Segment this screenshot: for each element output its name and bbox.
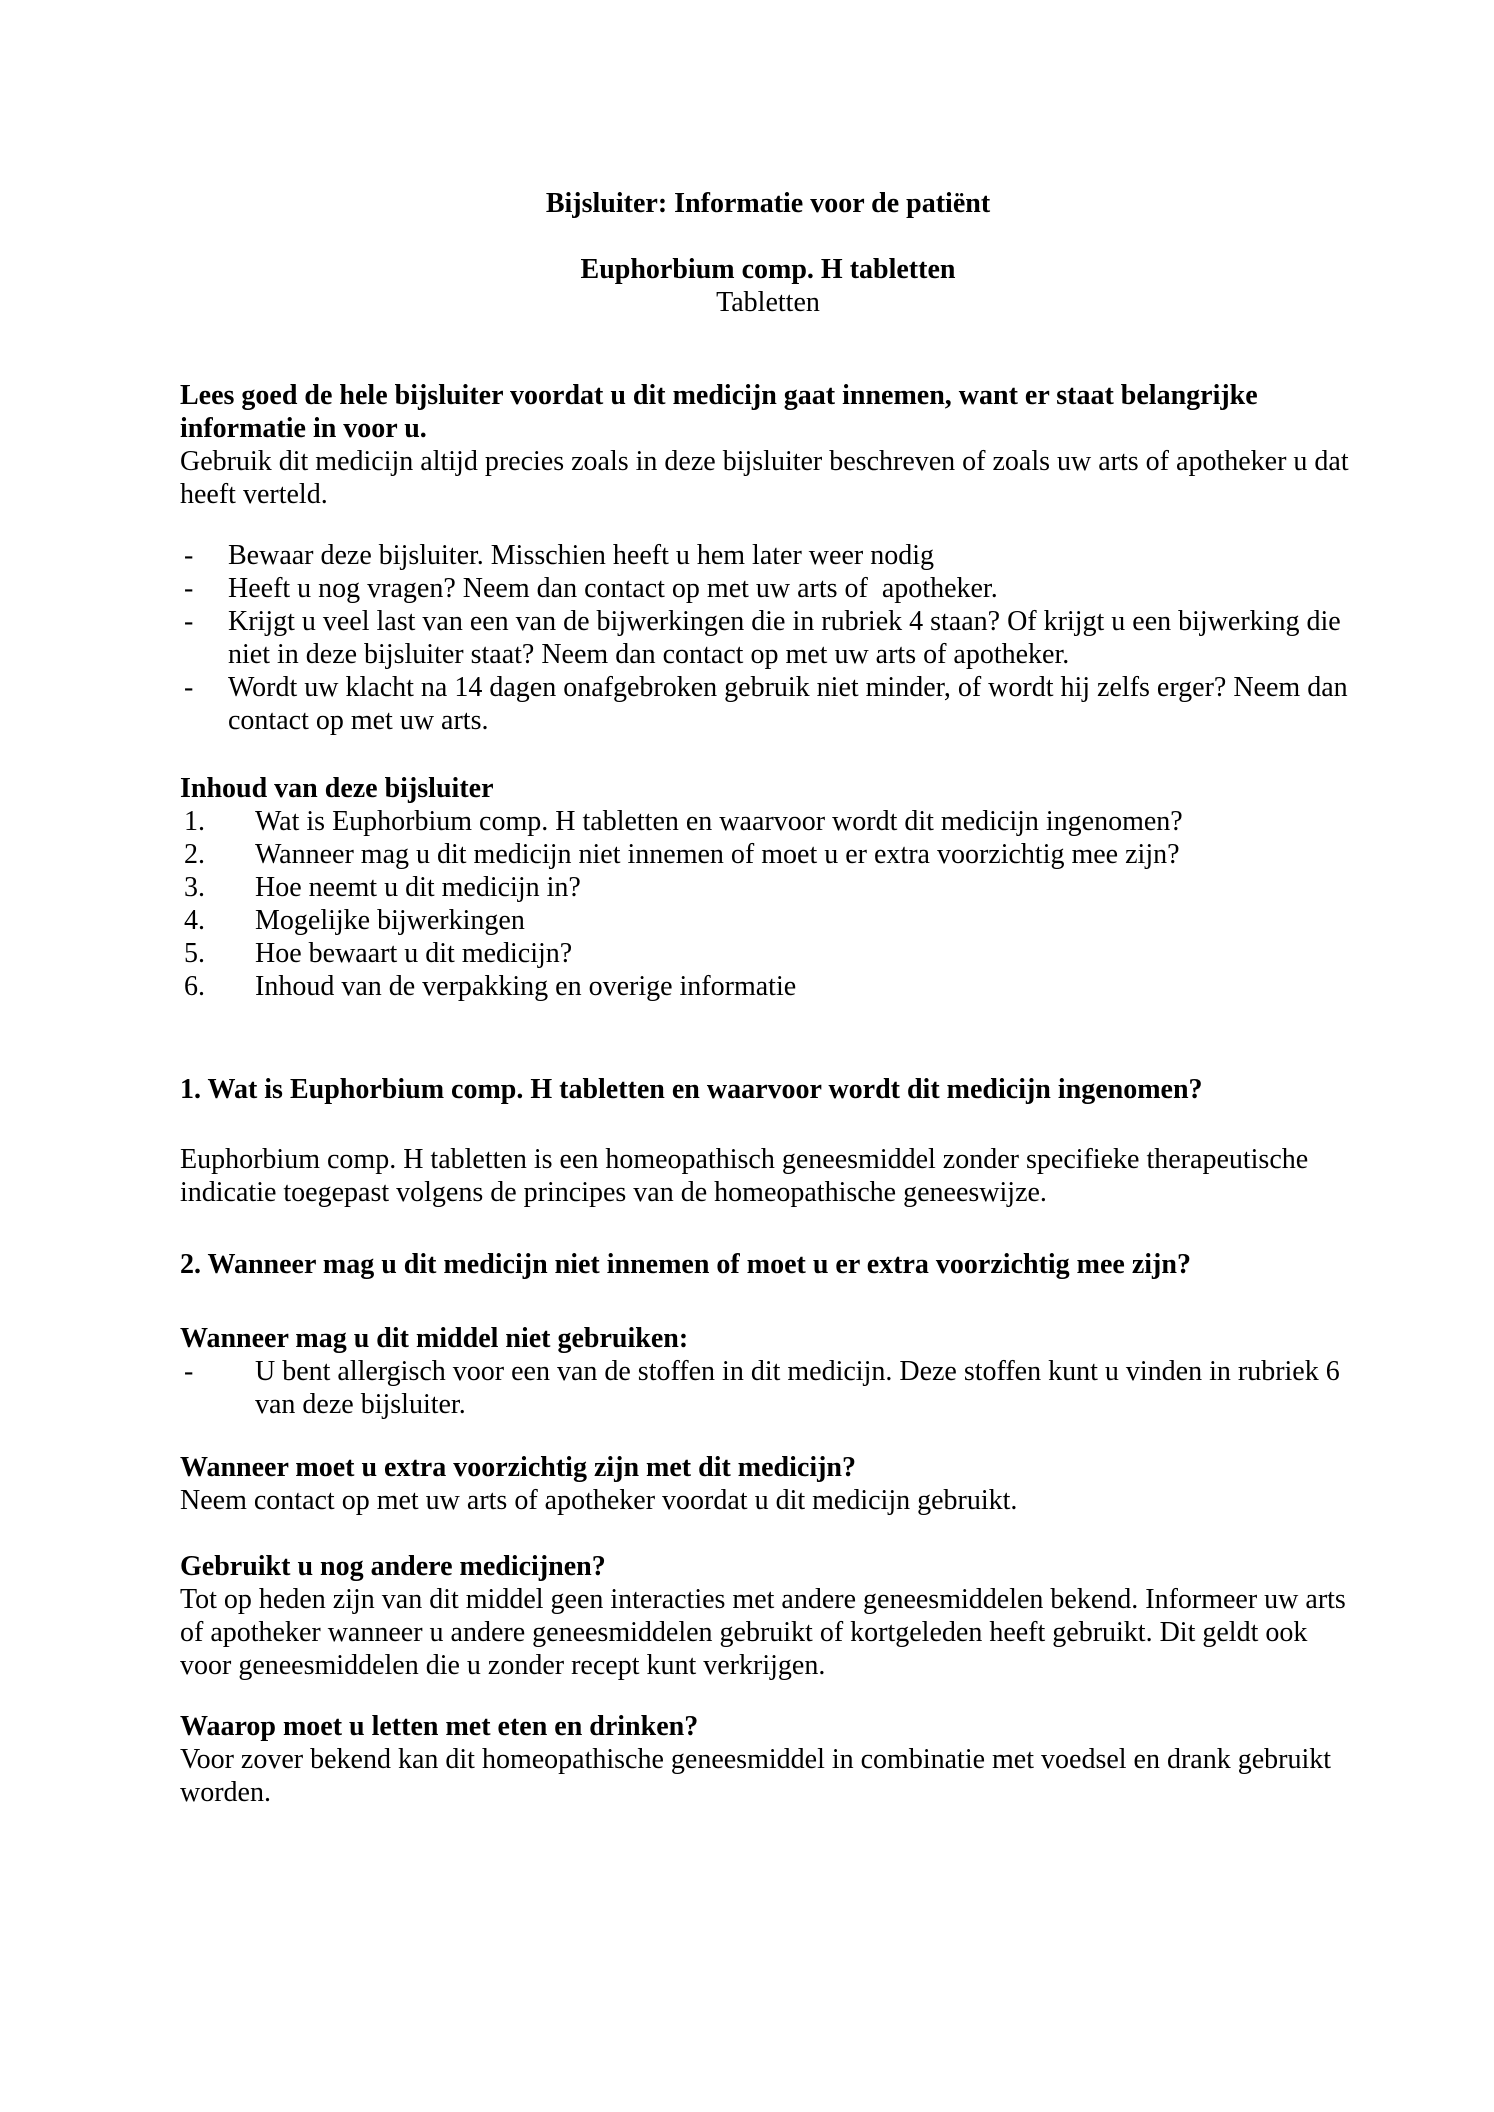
usage-instruction: Gebruik dit medicijn altijd precies zoals in deze bijsluiter beschreven of zoals uw arts of apotheker u dat heeft verteld.: [180, 446, 1356, 510]
toc-item-number: 4.: [184, 905, 205, 936]
toc-item-number: 3.: [184, 872, 205, 903]
section-1-heading: 1. Wat is Euphorbium comp. H tabletten en waarvoor wordt dit medicijn ingenomen?: [180, 1074, 1203, 1105]
read-leaflet-notice: Lees goed de hele bijsluiter voordat u dit medicijn gaat innemen, want er staat belangrijke informatie in voor u.: [180, 380, 1265, 444]
toc-item-text: Wanneer mag u dit medicijn niet innemen of moet u er extra voorzichtig mee zijn?: [255, 839, 1180, 870]
document-title: Bijsluiter: Informatie voor de patiënt: [545, 188, 991, 219]
toc-item: [180, 937, 1356, 970]
allergy-bullet-text: U bent allergisch voor een van de stoffen in dit medicijn. Deze stoffen kunt u vinden in rubriek 6 van deze bijsluiter.: [255, 1356, 1347, 1420]
toc-item-number: 2.: [184, 839, 205, 870]
extra-care-heading: Wanneer moet u extra voorzichtig zijn met dit medicijn?: [180, 1452, 857, 1483]
toc-item: [180, 838, 1356, 871]
advice-text: Heeft u nog vragen? Neem dan contact op met uw arts of apotheker.: [228, 573, 998, 604]
section-2-heading: 2. Wanneer mag u dit medicijn niet innemen of moet u er extra voorzichtig mee zijn?: [180, 1249, 1191, 1280]
advice-text: Bewaar deze bijsluiter. Misschien heeft u hem later weer nodig: [228, 540, 934, 571]
advice-list: [180, 539, 1356, 737]
toc-heading: Inhoud van deze bijsluiter: [180, 773, 494, 804]
toc-item: [180, 970, 1356, 1003]
food-drink-heading: Waarop moet u letten met eten en drinken?: [180, 1711, 699, 1742]
dash-bullet: -: [184, 1356, 194, 1387]
section-1-body: Euphorbium comp. H tabletten is een homeopathisch geneesmiddel zonder specifieke therapeutische indicatie toegepast volgens de principes van de homeopathische geneeswijze.: [180, 1144, 1316, 1208]
toc-item-number: 1.: [184, 806, 205, 837]
pharmaceutical-form: Tabletten: [716, 287, 820, 318]
toc-item-number: 5.: [184, 938, 205, 969]
toc-item-text: Mogelijke bijwerkingen: [255, 905, 525, 936]
toc-item: [180, 805, 1356, 838]
toc-list: [180, 805, 1356, 1003]
allergy-bullet-item: [180, 1355, 1356, 1421]
toc-item-text: Wat is Euphorbium comp. H tabletten en waarvoor wordt dit medicijn ingenomen?: [255, 806, 1183, 837]
advice-text: Krijgt u veel last van een van de bijwerkingen die in rubriek 4 staan? Of krijgt u een bijwerking die niet in deze bijsluiter staat? Neem dan contact op met uw arts of apotheker.: [228, 606, 1348, 670]
toc-item-text: Hoe neemt u dit medicijn in?: [255, 872, 581, 903]
dash-bullet: -: [184, 672, 194, 703]
toc-item-text: Hoe bewaart u dit medicijn?: [255, 938, 573, 969]
dash-bullet: -: [184, 606, 194, 637]
toc-item: [180, 871, 1356, 904]
food-drink-body: Voor zover bekend kan dit homeopathische geneesmiddel in combinatie met voedsel en drank gebruikt worden.: [180, 1744, 1339, 1808]
dash-bullet: -: [184, 540, 194, 571]
list-item: [180, 539, 1356, 572]
list-item: [180, 572, 1356, 605]
product-name: Euphorbium comp. H tabletten: [580, 254, 956, 285]
advice-text: Wordt uw klacht na 14 dagen onafgebroken gebruik niet minder, of wordt hij zelfs erger? Neem dan contact op met uw arts.: [228, 672, 1355, 736]
when-not-to-use-heading: Wanneer mag u dit middel niet gebruiken:: [180, 1323, 689, 1354]
list-item: [180, 671, 1356, 737]
extra-care-body: Neem contact op met uw arts of apotheker voordat u dit medicijn gebruikt.: [180, 1485, 1018, 1516]
toc-item-number: 6.: [184, 971, 205, 1002]
toc-item-text: Inhoud van de verpakking en overige informatie: [255, 971, 797, 1002]
toc-item: [180, 904, 1356, 937]
list-item: [180, 605, 1356, 671]
leaflet-content: [180, 187, 1356, 1809]
dash-bullet: -: [184, 573, 194, 604]
other-medicines-body: Tot op heden zijn van dit middel geen interacties met andere geneesmiddelen bekend. Informeer uw arts of apotheker wanneer u andere geneesmiddelen gebruikt of kortgeleden heeft gebruikt. Dit geldt ook voor geneesmiddelen die u zonder recept kunt verkrijgen.: [180, 1584, 1353, 1681]
other-medicines-heading: Gebruikt u nog andere medicijnen?: [180, 1551, 606, 1582]
